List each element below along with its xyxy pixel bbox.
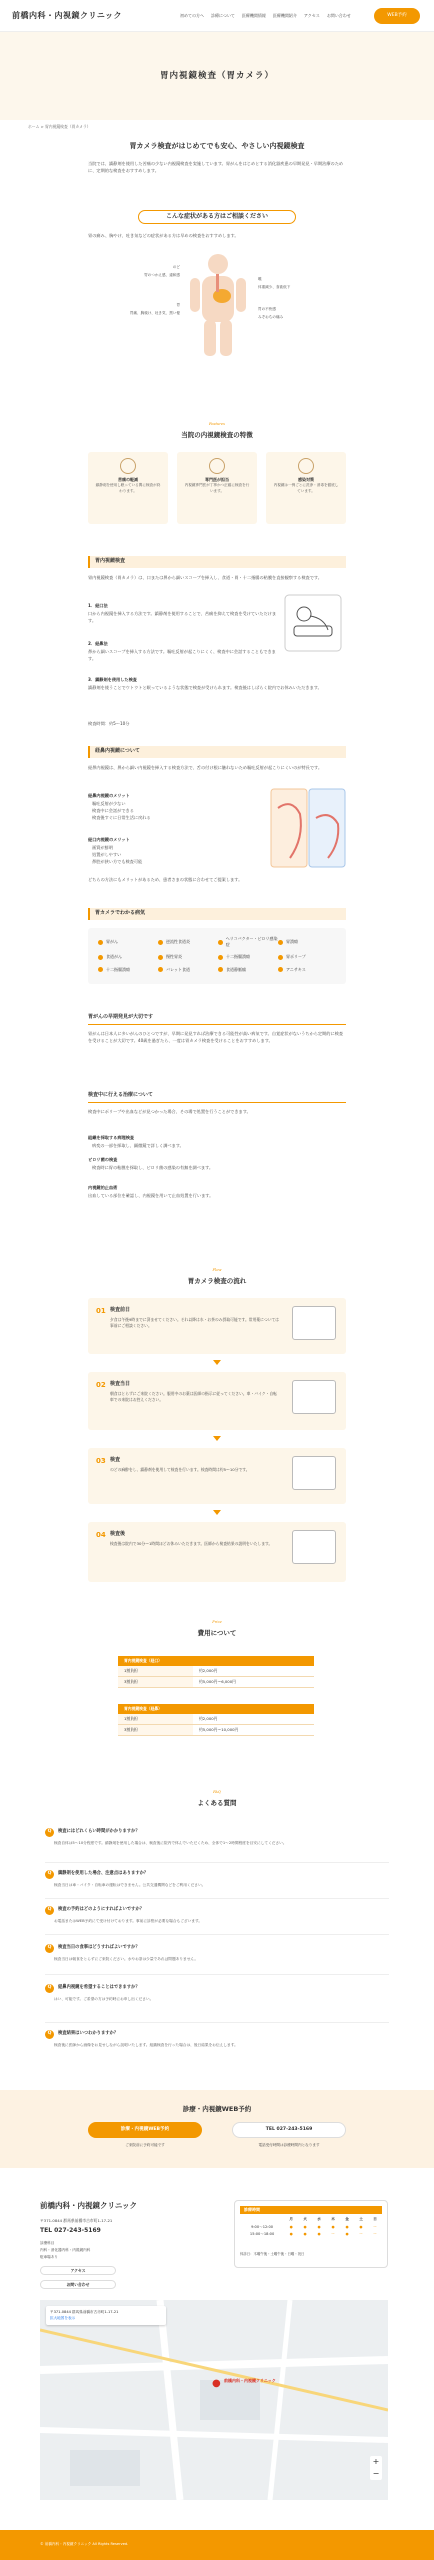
feature-icon: [120, 458, 136, 474]
price-row: 3割負担 約5,000円〜10,000円: [118, 1725, 314, 1736]
flow-arrow: [213, 1436, 221, 1441]
price-sub: Price: [212, 1620, 222, 1624]
section-heading: 検査中に行える治療について: [88, 1092, 153, 1098]
treatment-title: ピロリ菌の検査: [88, 1157, 118, 1162]
section-heading: 胃がんの早期発見が大切です: [88, 1014, 154, 1020]
faq-question[interactable]: Q 経鼻内視鏡を希望することはできますか？: [45, 1984, 389, 1993]
flow-step: [88, 1522, 346, 1582]
footer-address: 〒371-0844 群馬県前橋市古市町1-17-21: [40, 2218, 113, 2223]
map-pin-icon: ●: [212, 2378, 221, 2389]
schedule-table: [240, 2216, 382, 2239]
time-slot: 15:00〜18:00: [249, 2232, 275, 2237]
faq-answer: 検査自体は5〜10分程度です。鎮静剤を使用した場合は、検査後に院内で休んでいただくため、全体で1〜2時間程度を目安にしてください。: [54, 1841, 287, 1845]
faq-sub: FAQ: [213, 1790, 221, 1794]
nav-item[interactable]: 医療機関情報: [241, 13, 266, 18]
schedule-mark: ●: [359, 2224, 363, 2229]
schedule-mark: ー: [373, 2224, 377, 2229]
step-title: 検査前日: [110, 1307, 131, 1313]
price-table-title: 胃内視鏡検査（経鼻）: [118, 1704, 314, 1714]
price-row: 1割負担 約2,000円: [118, 1666, 314, 1677]
compare-caption: どちらの方法にもメリットがあるため、患者さまの状態に合わせてご提案します。: [88, 877, 243, 882]
tel-note: 電話受付時間は診療時間内となります: [258, 2143, 320, 2147]
flow-arrow: [213, 1510, 221, 1515]
merit-title: 経口内視鏡のメリット: [88, 837, 130, 842]
symptom-label: 胃の不快感: [258, 307, 276, 311]
item-text: 口から内視鏡を挿入する方法です。鎮静剤を使用することで、苦痛を抑えて検査を受けていただけます。: [88, 611, 277, 624]
faq-answer: はい、可能です。ご希望の方は予約時にお申し出ください。: [54, 1997, 154, 2001]
step-title: 検査当日: [110, 1381, 131, 1387]
merit-item: 検査中に会話ができる: [92, 808, 134, 813]
schedule-mark: ●: [317, 2224, 321, 2229]
merit-item: 嘔吐反射が少ない: [92, 801, 126, 806]
disease-item: ヘリコバクター・ピロリ感染症: [218, 936, 278, 948]
day-header: 水: [317, 2217, 321, 2221]
nasal-oral-diagram: [270, 788, 346, 868]
intro-text: 当院では、鎮静剤を使用した苦痛の少ない内視鏡検査を実施しています。胃がんをはじめとする消化器疾患の早期発見・早期治療のために、定期的な検査をおすすめします。: [88, 161, 344, 174]
reservation-heading: 診療・内視鏡WEB予約: [182, 2105, 252, 2113]
schedule-mark: ●: [303, 2224, 307, 2229]
flow-step: [88, 1448, 346, 1504]
clock-icon: [292, 1306, 336, 1340]
step-title: 検査: [110, 1457, 121, 1463]
disease-item: 逆流性食道炎: [158, 936, 218, 948]
treatment-title: 内視鏡的止血術: [88, 1185, 118, 1190]
price-row: 1割負担 約2,000円: [118, 1714, 314, 1725]
price-table: [118, 1704, 314, 1736]
disease-item: 食道静脈瘤: [218, 967, 278, 973]
symptom-label: 喉: [258, 277, 262, 281]
step-number: 01: [96, 1307, 106, 1315]
schedule-note: 休診日：木曜午後・土曜午後・日曜・祝日: [240, 2252, 305, 2256]
item-text: 鼻から細いスコープを挿入する方法です。嘔吐反射が起こりにくく、検査中に会話することもできます。: [88, 649, 276, 662]
feature-icon: [209, 458, 225, 474]
disease-item: 胃がん: [98, 936, 158, 948]
doctor-icon: [292, 1456, 336, 1490]
treatment-text: 出血している部位を確認し、内視鏡を用いて止血処置を行います。: [88, 1193, 214, 1198]
schedule-mark: ●: [345, 2232, 349, 2237]
contact-button[interactable]: お問い合わせ: [40, 2280, 116, 2289]
divider: [88, 1102, 346, 1103]
map-enlarge-link[interactable]: 拡大地図を表示: [50, 2315, 76, 2320]
flow-heading: 胃カメラ検査の流れ: [187, 1277, 247, 1285]
footer-logo[interactable]: 前橋内科・内視鏡クリニック: [40, 2201, 138, 2210]
schedule-title: 診療時間: [240, 2206, 382, 2214]
symptom-label: 胃痛、胸焼け、吐き気、黒い便: [129, 311, 180, 315]
merit-item: 画質が鮮明: [92, 845, 113, 850]
faq-question[interactable]: Q 検査にはどれくらい時間がかかりますか？: [45, 1828, 389, 1837]
disease-item: バレット食道: [158, 967, 218, 973]
divider: [45, 1898, 389, 1899]
symptom-label: のど: [172, 265, 180, 269]
divider: [45, 1974, 389, 1975]
feature-title: 専門医が担当: [205, 477, 229, 482]
price-row: 3割負担 約5,000円〜6,000円: [118, 1677, 314, 1688]
divider: [45, 2022, 389, 2023]
step-number: 04: [96, 1531, 106, 1539]
step-title: 検査後: [110, 1531, 126, 1537]
feature-text: 内視鏡は一例ごとに洗浄・消毒を徹底しています。: [273, 483, 339, 493]
section-text: 経鼻内視鏡は、鼻から細い内視鏡を挿入する検査方法で、舌の付け根に触れないため嘔吐反射が起こりにくいのが特長です。: [88, 765, 323, 770]
disease-item: 十二指腸潰瘍: [218, 954, 278, 960]
disease-item: 慢性胃炎: [158, 954, 218, 960]
features-sub: Features: [208, 422, 225, 426]
footer-info: 内科・消化器内科・内視鏡内科: [40, 2248, 91, 2252]
nav-item[interactable]: アクセス: [303, 13, 320, 18]
footer-info: 駐車場あり: [40, 2255, 58, 2259]
faq-question[interactable]: Q 検査の予約はどのようにすればよいですか？: [45, 1906, 389, 1915]
feature-icon: [298, 458, 314, 474]
intro-lead: 胃カメラ検査がはじめてでも安心、やさしい内視鏡検査: [129, 142, 305, 150]
merit-item: 鼻腔が狭い方でも検査可能: [92, 859, 143, 864]
schedule-mark: ●: [331, 2224, 335, 2229]
web-reservation-button[interactable]: 診療・内視鏡WEB予約: [88, 2122, 202, 2138]
flow-step: [88, 1372, 346, 1430]
schedule-mark: ●: [289, 2224, 293, 2229]
faq-question[interactable]: Q 検査当日の食事はどうすればよいですか？: [45, 1944, 389, 1953]
zoom-controls[interactable]: + −: [370, 2456, 382, 2480]
faq-question[interactable]: Q 検査結果はいつわかりますか？: [45, 2030, 389, 2039]
endoscopy-illustration: [284, 594, 342, 652]
step-text: のどの麻酔をし、鎮静剤を使用して検査を行います。検査時間は約5〜10分です。: [110, 1467, 250, 1472]
schedule-mark: ●: [303, 2232, 307, 2237]
symptom-label: 体重減少、食欲低下: [258, 285, 291, 289]
map-address: 〒371-0844 群馬県前橋市古市町1-17-21: [50, 2310, 119, 2314]
site-header: [0, 0, 434, 32]
feature-title: 苦痛の軽減: [118, 477, 138, 482]
no-vehicle-icon: [292, 1380, 336, 1414]
item-text: 鎮静剤を使うことでウトウトと眠っているような状態で検査が受けられます。検査後はしばらく院内でお休みいただきます。: [88, 685, 322, 690]
symptoms-heading: こんな症状がある方はご相談ください: [138, 210, 296, 224]
disease-item: 胃潰瘍: [278, 936, 338, 948]
schedule-mark: ●: [317, 2232, 321, 2237]
day-header: 土: [359, 2217, 363, 2221]
schedule-mark: ー: [359, 2232, 363, 2237]
schedule-mark: ●: [345, 2224, 349, 2229]
map-roads: [40, 2300, 388, 2500]
disease-item: 食道がん: [98, 954, 158, 960]
symptom-label: みぞおちの痛み: [258, 315, 284, 319]
faq-answer: 検査当日は車・バイク・自転車の運転はできません。公共交通機関などをご利用ください。: [54, 1883, 206, 1887]
section-heading: 胃カメラでわかる病気: [88, 908, 346, 920]
map[interactable]: [40, 2300, 388, 2500]
copyright: © 前橋内科・内視鏡クリニック All Rights Reserved.: [40, 2542, 129, 2546]
site-logo[interactable]: 前橋内科・内視鏡クリニック: [12, 11, 123, 20]
treatment-title: 組織を採取する病理検査: [88, 1135, 135, 1140]
faq-answer: 検査後に医師から画像をお見せしながら説明いたします。組織検査を行った場合は、後日結果をお伝えします。: [54, 2043, 238, 2047]
price-table-title: 胃内視鏡検査（経口）: [118, 1656, 314, 1666]
symptoms-text: 胃の痛み、胸やけ、吐き気などの症状がある方は早めの検査をおすすめします。: [88, 233, 239, 238]
features-heading: 当院の内視鏡検査の特徴: [181, 431, 253, 439]
section-heading: 胃内視鏡検査: [88, 556, 346, 568]
footer-info: 診療科目: [40, 2241, 55, 2245]
symptom-label: 胃のつかえ感、違和感: [144, 273, 180, 277]
item-title: 1．経口法: [88, 603, 108, 608]
time-slot: 9:00〜12:00: [251, 2224, 274, 2229]
schedule-corner: [240, 2216, 284, 2224]
diseases-grid: [98, 936, 338, 973]
step-number: 02: [96, 1381, 106, 1389]
consultation-icon: [292, 1530, 336, 1564]
feature-text: 鎮静剤を使用し眠っている間に検査が終わります。: [95, 483, 161, 493]
item-title: 2．経鼻法: [88, 641, 108, 646]
day-header: 木: [331, 2217, 335, 2221]
merit-title: 経鼻内視鏡のメリット: [88, 793, 130, 798]
schedule-mark: ●: [289, 2232, 293, 2237]
nav-item[interactable]: 初めての方へ: [180, 13, 204, 18]
feature-text: 内視鏡専門医が丁寧かつ正確に検査を行います。: [184, 483, 250, 493]
schedule-mark: ー: [331, 2232, 335, 2237]
flow-arrow: [213, 1360, 221, 1365]
step-text: 朝食はとらずにご来院ください。服用中のお薬は医師の指示に従ってください。車・バイク・自転車での来院はお控えください。: [110, 1391, 277, 1403]
feature-title: 感染対策: [298, 477, 314, 482]
phone-button[interactable]: TEL 027-243-5169: [232, 2122, 346, 2138]
flow-sub: Flow: [212, 1268, 222, 1272]
treatment-item: 病変の一部を採取し、顕微鏡で詳しく調べます。: [92, 1143, 184, 1148]
nav-item[interactable]: お問い合わせ: [326, 13, 351, 18]
map-pin-label: 前橋内科・内視鏡クリニック: [224, 2378, 276, 2383]
day-header: 火: [303, 2217, 307, 2221]
faq-answer: お電話またはWEB予約にて受け付けております。事前に診察が必要な場合もございます。: [54, 1919, 203, 1923]
disease-item: アニサキス: [278, 967, 338, 973]
breadcrumb[interactable]: ホーム > 胃内視鏡検査（胃カメラ）: [28, 124, 91, 129]
footer-tel[interactable]: TEL 027-243-5169: [40, 2227, 101, 2234]
item-title: 3．鎮静剤を使用した検査: [88, 677, 137, 682]
day-header: 月: [289, 2217, 293, 2221]
feature-card: [266, 452, 346, 524]
body-illustration: [180, 250, 256, 360]
faq-question[interactable]: Q 鎮静剤を使用した場合、注意点はありますか？: [45, 1870, 389, 1879]
section-text: 胃がんは日本人に多いがんのひとつですが、早期に発見すれば治療できる可能性が高い病気です。自覚症状がないうちから定期的に検査を受けることが大切です。40歳を過ぎたら、一度は胃カメラ検査を受けることをおすすめします。: [88, 1031, 344, 1044]
feature-card: [177, 452, 257, 524]
faq-heading: よくある質問: [197, 1799, 237, 1807]
section-text: 胃内視鏡検査（胃カメラ）は、口または鼻から細いスコープを挿入し、食道・胃・十二指腸の粘膜を直接観察する検査です。: [88, 575, 322, 580]
nav-item[interactable]: 診療について: [211, 13, 235, 18]
global-nav: [180, 13, 351, 19]
step-text: 検査後は院内で30分〜1時間ほどお休みいただきます。医師から検査結果の説明をいたします。: [110, 1541, 273, 1546]
day-header: 金: [345, 2217, 349, 2221]
web-note: ご来院前に予約可能です: [125, 2143, 165, 2147]
section-text: 検査中にポリープや出血などが見つかった場合、その場で処置を行うことができます。: [88, 1109, 251, 1114]
merit-item: 検査後すぐに日常生活に戻れる: [92, 815, 151, 820]
day-header: 日: [373, 2217, 377, 2221]
step-number: 03: [96, 1457, 106, 1465]
section-heading: 経鼻内視鏡について: [88, 746, 346, 758]
reservation-band: [0, 2090, 434, 2168]
divider: [88, 1024, 346, 1025]
divider: [45, 1862, 389, 1863]
disease-item: 十二指腸潰瘍: [98, 967, 158, 973]
page-title: 胃内視鏡検査（胃カメラ）: [159, 71, 274, 81]
access-button[interactable]: アクセス: [40, 2266, 116, 2275]
map-info-card: [46, 2306, 166, 2325]
faq-answer: 検査当日は朝食をとらずにご来院ください。水やお茶は少量であれば問題ありません。: [54, 1957, 199, 1961]
price-table: [118, 1656, 314, 1688]
price-heading: 費用について: [197, 1629, 237, 1637]
flow-step: [88, 1298, 346, 1354]
divider: [45, 1934, 389, 1935]
treatment-item: 検査時に胃の粘膜を採取し、ピロリ菌の感染の有無を調べます。: [92, 1165, 214, 1170]
symptom-label: 胃: [176, 303, 180, 307]
step-text: 夕食は午後9時までに済ませてください。それ以降は水・お茶のみ摂取可能です。常用薬については事前にご相談ください。: [110, 1317, 280, 1329]
disease-item: 胃ポリープ: [278, 954, 338, 960]
feature-card: [88, 452, 168, 524]
nav-item[interactable]: 医療機関紹介: [272, 13, 297, 18]
web-reservation-button[interactable]: WEB予約: [374, 8, 420, 24]
merit-item: 処置がしやすい: [92, 852, 122, 857]
exam-time-note: 検査時間：約5〜10分: [88, 721, 130, 726]
schedule-mark: ー: [373, 2232, 377, 2237]
